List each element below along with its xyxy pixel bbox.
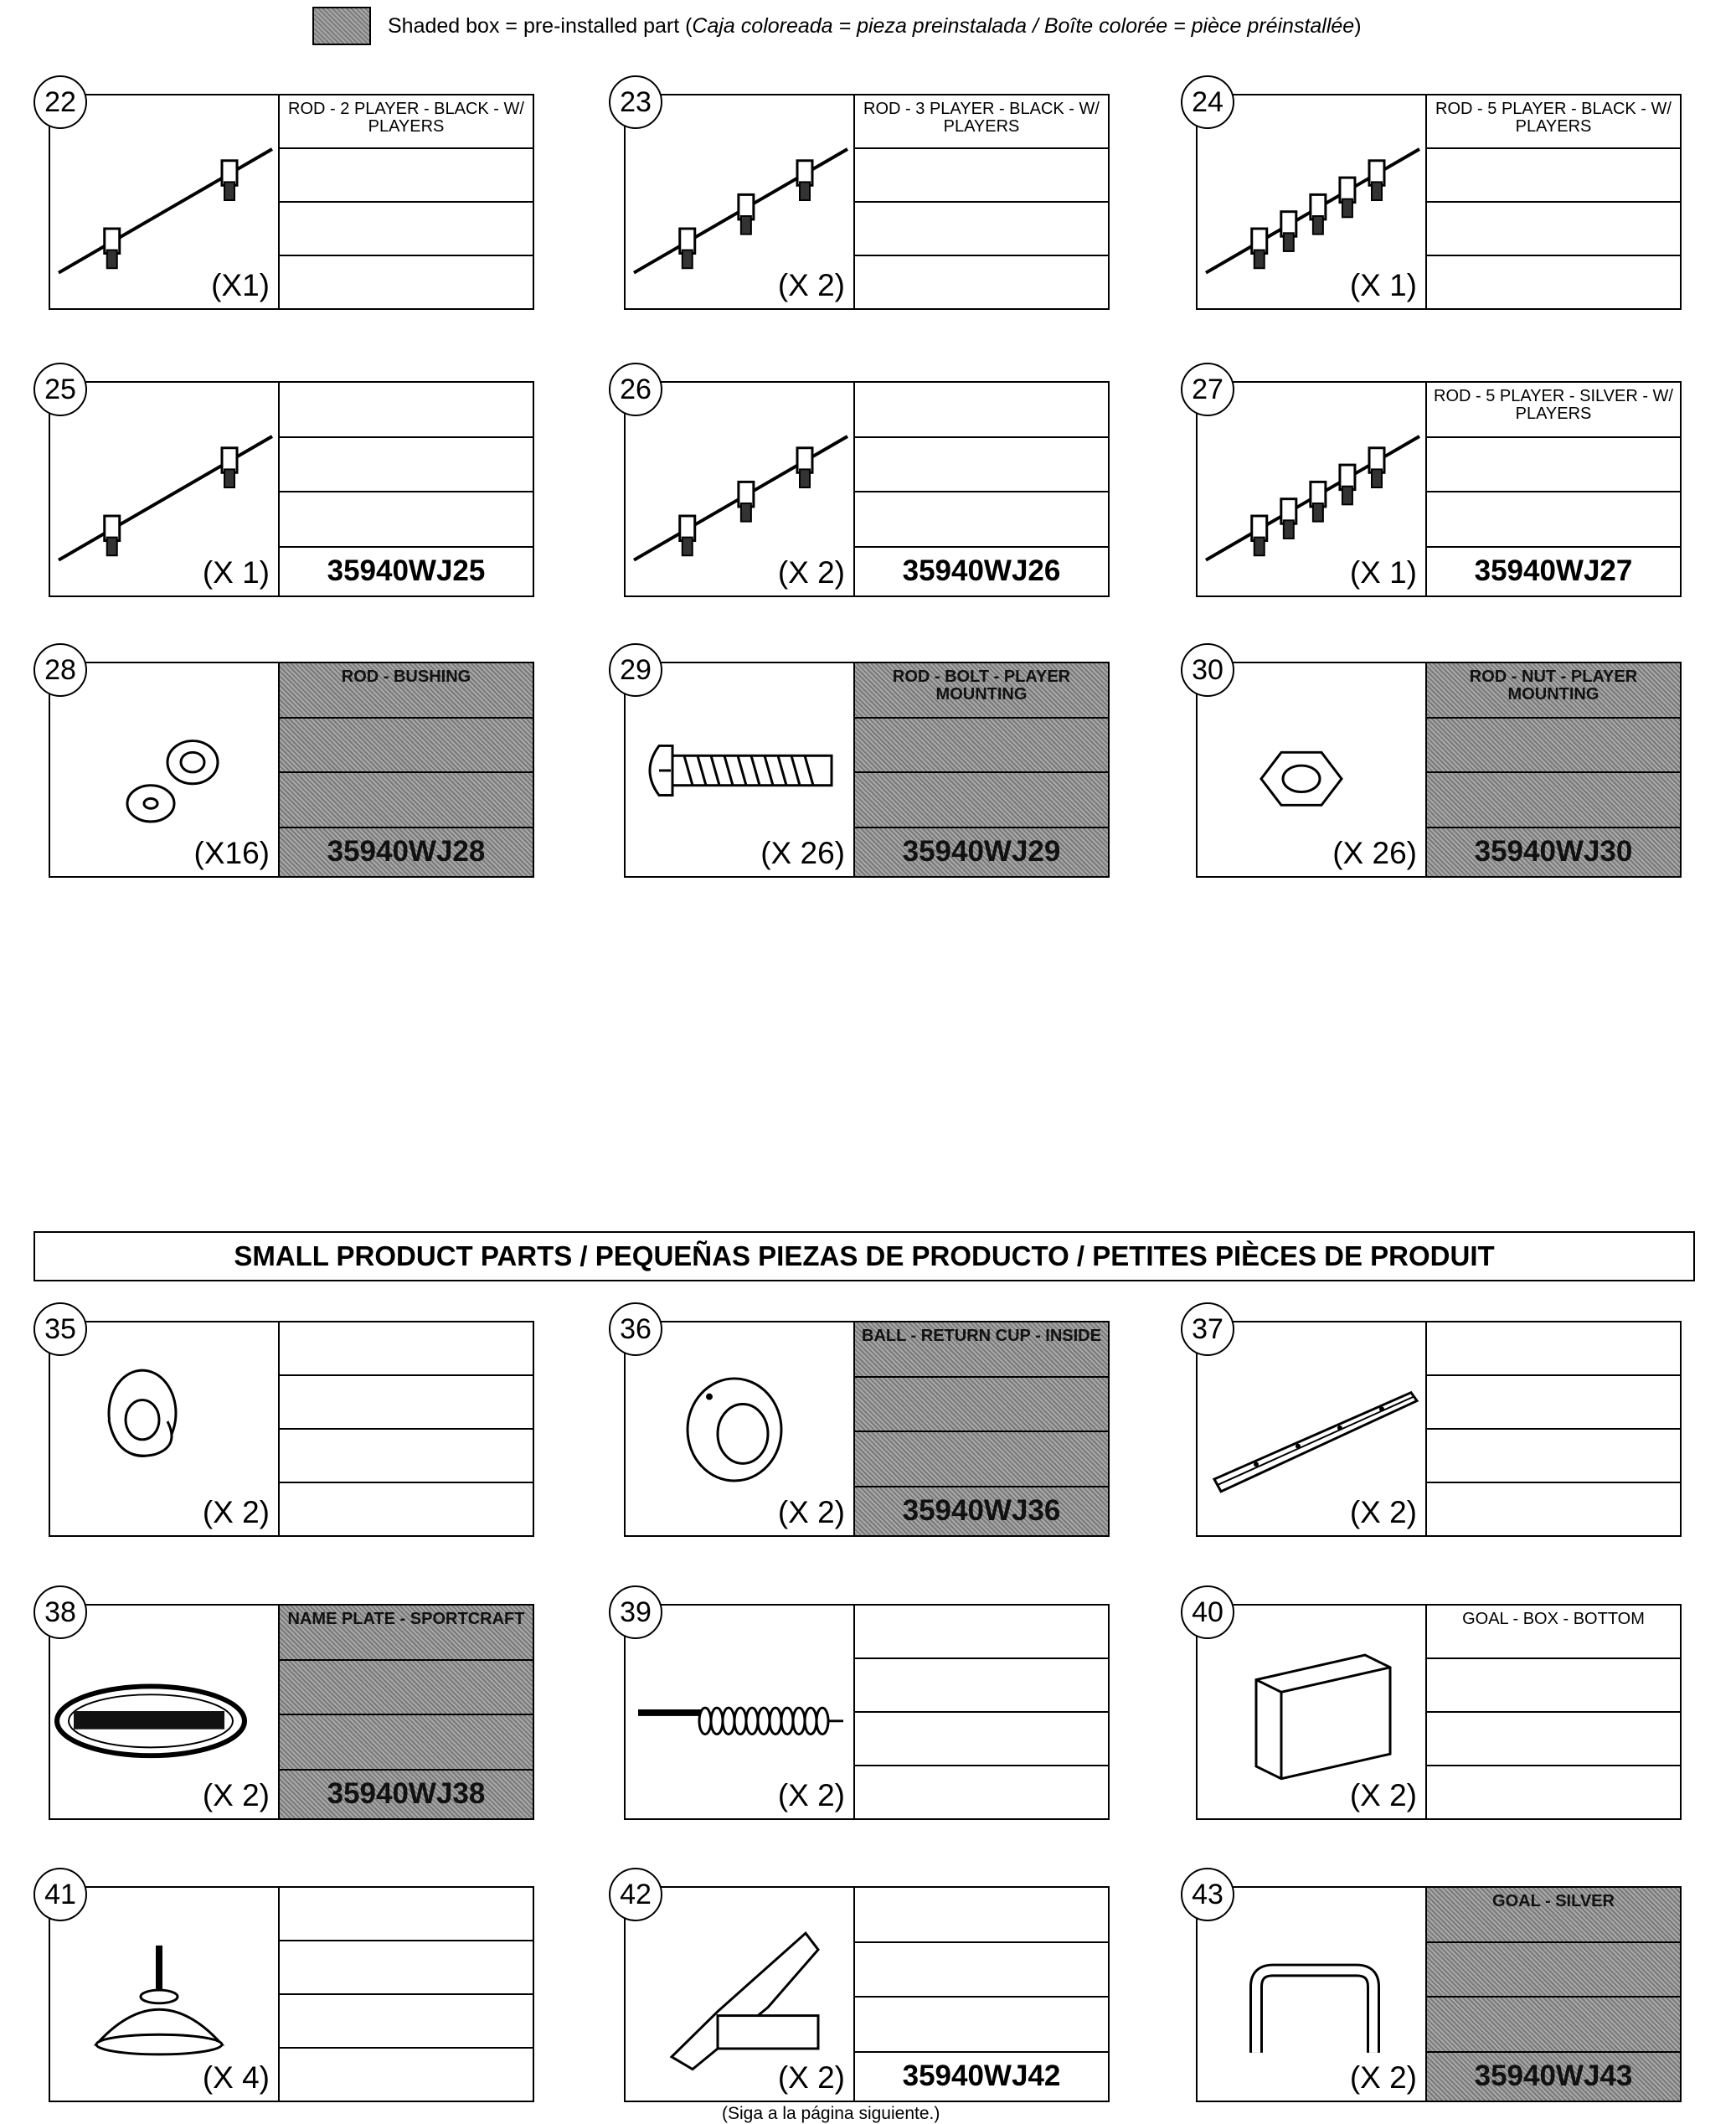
- part-quantity: (X 2): [202, 1778, 270, 1812]
- part-cell: [1427, 1659, 1680, 1713]
- part-illustration: [626, 1606, 855, 1818]
- part-frame: [624, 1321, 1110, 1537]
- part-label-grid: [855, 95, 1108, 308]
- part-card: [33, 643, 534, 878]
- part-card: [33, 1302, 534, 1537]
- part-cell: ROD - 2 PLAYER - BLACK - W/ PLAYERS: [280, 95, 533, 149]
- part-cell: [855, 492, 1108, 548]
- part-quantity: (X 2): [777, 1778, 845, 1812]
- part-frame: [1196, 1886, 1682, 2102]
- part-frame: [624, 662, 1110, 878]
- part-quantity: (X1): [211, 268, 270, 302]
- part-label-grid: [1427, 1888, 1680, 2101]
- part-number: 35940WJ27: [1474, 554, 1633, 587]
- part-frame: [49, 1604, 534, 1820]
- part-illustration: [50, 1606, 280, 1818]
- part-number-badge: 36: [609, 1302, 662, 1356]
- part-label-grid: [280, 1606, 533, 1818]
- part-quantity: (X16): [193, 836, 270, 870]
- part-number: 35940WJ28: [327, 834, 486, 868]
- part-cell: [280, 2049, 533, 2101]
- part-cell: [855, 1432, 1108, 1487]
- part-number-badge: 29: [609, 643, 662, 697]
- part-frame: [624, 94, 1110, 310]
- part-quantity: (X 1): [202, 555, 270, 590]
- part-illustration: [626, 663, 855, 876]
- part-illustration: [1198, 95, 1427, 308]
- part-number-badge: 26: [609, 363, 662, 416]
- part-card: [609, 643, 1110, 878]
- part-cell: [280, 1888, 533, 1941]
- part-label-grid: [1427, 383, 1680, 595]
- part-card: [33, 1868, 534, 2102]
- part-number-badge: 23: [609, 75, 662, 129]
- part-frame: [1196, 1604, 1682, 1820]
- part-cell: [280, 1430, 533, 1483]
- part-card: [1181, 1868, 1682, 2102]
- part-cell: [280, 1661, 533, 1716]
- part-quantity: (X 2): [777, 2060, 845, 2095]
- part-label-grid: [280, 383, 533, 595]
- part-card: [609, 75, 1110, 310]
- part-number-badge: 42: [609, 1868, 662, 1921]
- part-illustration: [50, 1888, 280, 2101]
- continue-note: (Siga a la página siguiente.): [722, 2104, 940, 2123]
- part-label-grid: [280, 663, 533, 876]
- part-frame: [1196, 662, 1682, 878]
- part-cell: NAME PLATE - SPORTCRAFT: [280, 1606, 533, 1661]
- part-number-badge: 35: [33, 1302, 87, 1356]
- part-cell: [280, 203, 533, 256]
- part-illustration: [626, 1888, 855, 2101]
- part-quantity: (X 2): [777, 1495, 845, 1529]
- part-quantity: (X 26): [760, 836, 845, 870]
- part-quantity: (X 2): [777, 555, 845, 590]
- part-cell: [855, 1998, 1108, 2053]
- part-number: 35940WJ30: [1474, 834, 1633, 868]
- part-cell: [855, 1888, 1108, 1943]
- part-illustration: [1198, 663, 1427, 876]
- part-number-badge: 30: [1181, 643, 1234, 697]
- part-cell: [855, 383, 1108, 438]
- part-quantity: (X 1): [1349, 268, 1417, 302]
- part-label-grid: [855, 1606, 1108, 1818]
- part-cell: ROD - 5 PLAYER - SILVER - W/ PLAYERS: [1427, 383, 1680, 438]
- part-illustration: [626, 95, 855, 308]
- part-cell: [280, 1376, 533, 1430]
- part-label-grid: [1427, 1322, 1680, 1535]
- part-card: [609, 363, 1110, 597]
- part-cell: ROD - NUT - PLAYER MOUNTING: [1427, 663, 1680, 719]
- part-number-badge: 27: [1181, 363, 1234, 416]
- part-card: [1181, 75, 1682, 310]
- part-cell: [1427, 149, 1680, 203]
- part-number-badge: 43: [1181, 1868, 1234, 1921]
- shaded-swatch: [312, 7, 371, 45]
- part-card: [1181, 363, 1682, 597]
- part-label-grid: [280, 1888, 533, 2101]
- part-cell: [855, 1766, 1108, 1818]
- part-cell: [1427, 1766, 1680, 1818]
- part-label-grid: [280, 1322, 533, 1535]
- part-number-badge: 28: [33, 643, 87, 697]
- part-number-badge: 24: [1181, 75, 1234, 129]
- part-quantity: (X 2): [1349, 1778, 1417, 1812]
- part-cell: [1427, 256, 1680, 308]
- part-cell: [855, 256, 1108, 308]
- part-number-badge: 37: [1181, 1302, 1234, 1356]
- part-cell: ROD - BUSHING: [280, 663, 533, 719]
- part-cell: [1427, 203, 1680, 256]
- part-cell: ROD - BOLT - PLAYER MOUNTING: [855, 663, 1108, 719]
- part-cell: [1427, 438, 1680, 493]
- part-frame: [1196, 381, 1682, 597]
- part-number: 35940WJ42: [902, 2059, 1061, 2092]
- part-illustration: [50, 1322, 280, 1535]
- part-card: [609, 1302, 1110, 1537]
- part-quantity: (X 2): [202, 1495, 270, 1529]
- part-cell: [280, 1715, 533, 1771]
- part-number-badge: 22: [33, 75, 87, 129]
- part-illustration: [626, 383, 855, 595]
- part-label-grid: [280, 95, 533, 308]
- part-cell: ROD - 5 PLAYER - BLACK - W/ PLAYERS: [1427, 95, 1680, 149]
- part-quantity: (X 26): [1332, 836, 1417, 870]
- part-label-grid: [855, 1322, 1108, 1535]
- part-cell: [855, 1378, 1108, 1433]
- part-card: [609, 1585, 1110, 1820]
- part-number: 35940WJ36: [902, 1493, 1061, 1527]
- part-frame: [49, 1886, 534, 2102]
- part-cell: [280, 256, 533, 308]
- part-cell: [855, 438, 1108, 493]
- part-cell: [855, 1606, 1108, 1659]
- part-quantity: (X 4): [202, 2060, 270, 2095]
- part-label-grid: [855, 1888, 1108, 2101]
- part-number-badge: 40: [1181, 1585, 1234, 1639]
- part-frame: [49, 1321, 534, 1537]
- part-illustration: [626, 1322, 855, 1535]
- part-illustration: [50, 383, 280, 595]
- legend-text: Shaded box = pre-installed part (Caja coloreada = pieza preinstalada / Boîte colorée = pièce préinstallée): [388, 13, 1362, 38]
- part-cell: [855, 719, 1108, 774]
- part-label-grid: [855, 383, 1108, 595]
- part-cell: [855, 773, 1108, 828]
- part-number: 35940WJ26: [902, 554, 1061, 587]
- part-cell: [855, 1659, 1108, 1713]
- part-frame: [624, 381, 1110, 597]
- part-number-badge: 39: [609, 1585, 662, 1639]
- part-cell: [1427, 1943, 1680, 1998]
- part-cell: [1427, 1322, 1680, 1376]
- part-cell: [280, 383, 533, 438]
- part-cell: GOAL - SILVER: [1427, 1888, 1680, 1943]
- part-cell: ROD - 3 PLAYER - BLACK - W/ PLAYERS: [855, 95, 1108, 149]
- part-label-grid: [1427, 95, 1680, 308]
- part-frame: [49, 662, 534, 878]
- part-cell: [280, 773, 533, 828]
- part-frame: [624, 1886, 1110, 2102]
- part-cell: [1427, 1430, 1680, 1483]
- part-cell: [1427, 1998, 1680, 2053]
- part-label-grid: [855, 663, 1108, 876]
- part-cell: [280, 492, 533, 548]
- part-number: 35940WJ29: [902, 834, 1061, 868]
- part-number: 35940WJ38: [327, 1776, 486, 1810]
- part-cell: [1427, 1713, 1680, 1766]
- shading-legend: [312, 7, 1362, 45]
- part-quantity: (X 2): [777, 268, 845, 302]
- part-illustration: [1198, 1322, 1427, 1535]
- part-card: [33, 75, 534, 310]
- part-cell: [855, 1943, 1108, 1998]
- part-number-badge: 25: [33, 363, 87, 416]
- part-cell: BALL - RETURN CUP - INSIDE: [855, 1322, 1108, 1378]
- part-cell: [280, 1483, 533, 1535]
- part-cell: [855, 203, 1108, 256]
- part-card: [33, 1585, 534, 1820]
- part-card: [1181, 643, 1682, 878]
- part-number: 35940WJ25: [327, 554, 486, 587]
- part-cell: [1427, 773, 1680, 828]
- part-number-badge: 38: [33, 1585, 87, 1639]
- part-illustration: [50, 663, 280, 876]
- part-quantity: (X 1): [1349, 555, 1417, 590]
- part-quantity: (X 2): [1349, 1495, 1417, 1529]
- part-cell: [280, 1322, 533, 1376]
- part-cell: [280, 719, 533, 774]
- part-label-grid: [1427, 663, 1680, 876]
- part-illustration: [1198, 1888, 1427, 2101]
- part-cell: [1427, 1483, 1680, 1535]
- part-cell: [280, 149, 533, 203]
- part-illustration: [1198, 383, 1427, 595]
- part-cell: [1427, 719, 1680, 774]
- part-number-badge: 41: [33, 1868, 87, 1921]
- part-card: [1181, 1302, 1682, 1537]
- part-number: 35940WJ43: [1474, 2059, 1633, 2092]
- part-illustration: [1198, 1606, 1427, 1818]
- part-cell: [280, 438, 533, 493]
- part-frame: [624, 1604, 1110, 1820]
- part-cell: [855, 1713, 1108, 1766]
- part-frame: [49, 94, 534, 310]
- part-cell: [1427, 1376, 1680, 1430]
- part-frame: [1196, 1321, 1682, 1537]
- part-cell: [280, 1941, 533, 1995]
- part-cell: GOAL - BOX - BOTTOM: [1427, 1606, 1680, 1659]
- part-cell: [855, 149, 1108, 203]
- part-label-grid: [1427, 1606, 1680, 1818]
- part-frame: [49, 381, 534, 597]
- part-frame: [1196, 94, 1682, 310]
- part-card: [1181, 1585, 1682, 1820]
- part-card: [33, 363, 534, 597]
- part-illustration: [50, 95, 280, 308]
- part-cell: [1427, 492, 1680, 548]
- part-cell: [280, 1995, 533, 2049]
- part-card: [609, 1868, 1110, 2102]
- part-quantity: (X 2): [1349, 2060, 1417, 2095]
- section-title: SMALL PRODUCT PARTS / PEQUEÑAS PIEZAS DE PRODUCTO / PETITES PIÈCES DE PRODUIT: [33, 1231, 1695, 1281]
